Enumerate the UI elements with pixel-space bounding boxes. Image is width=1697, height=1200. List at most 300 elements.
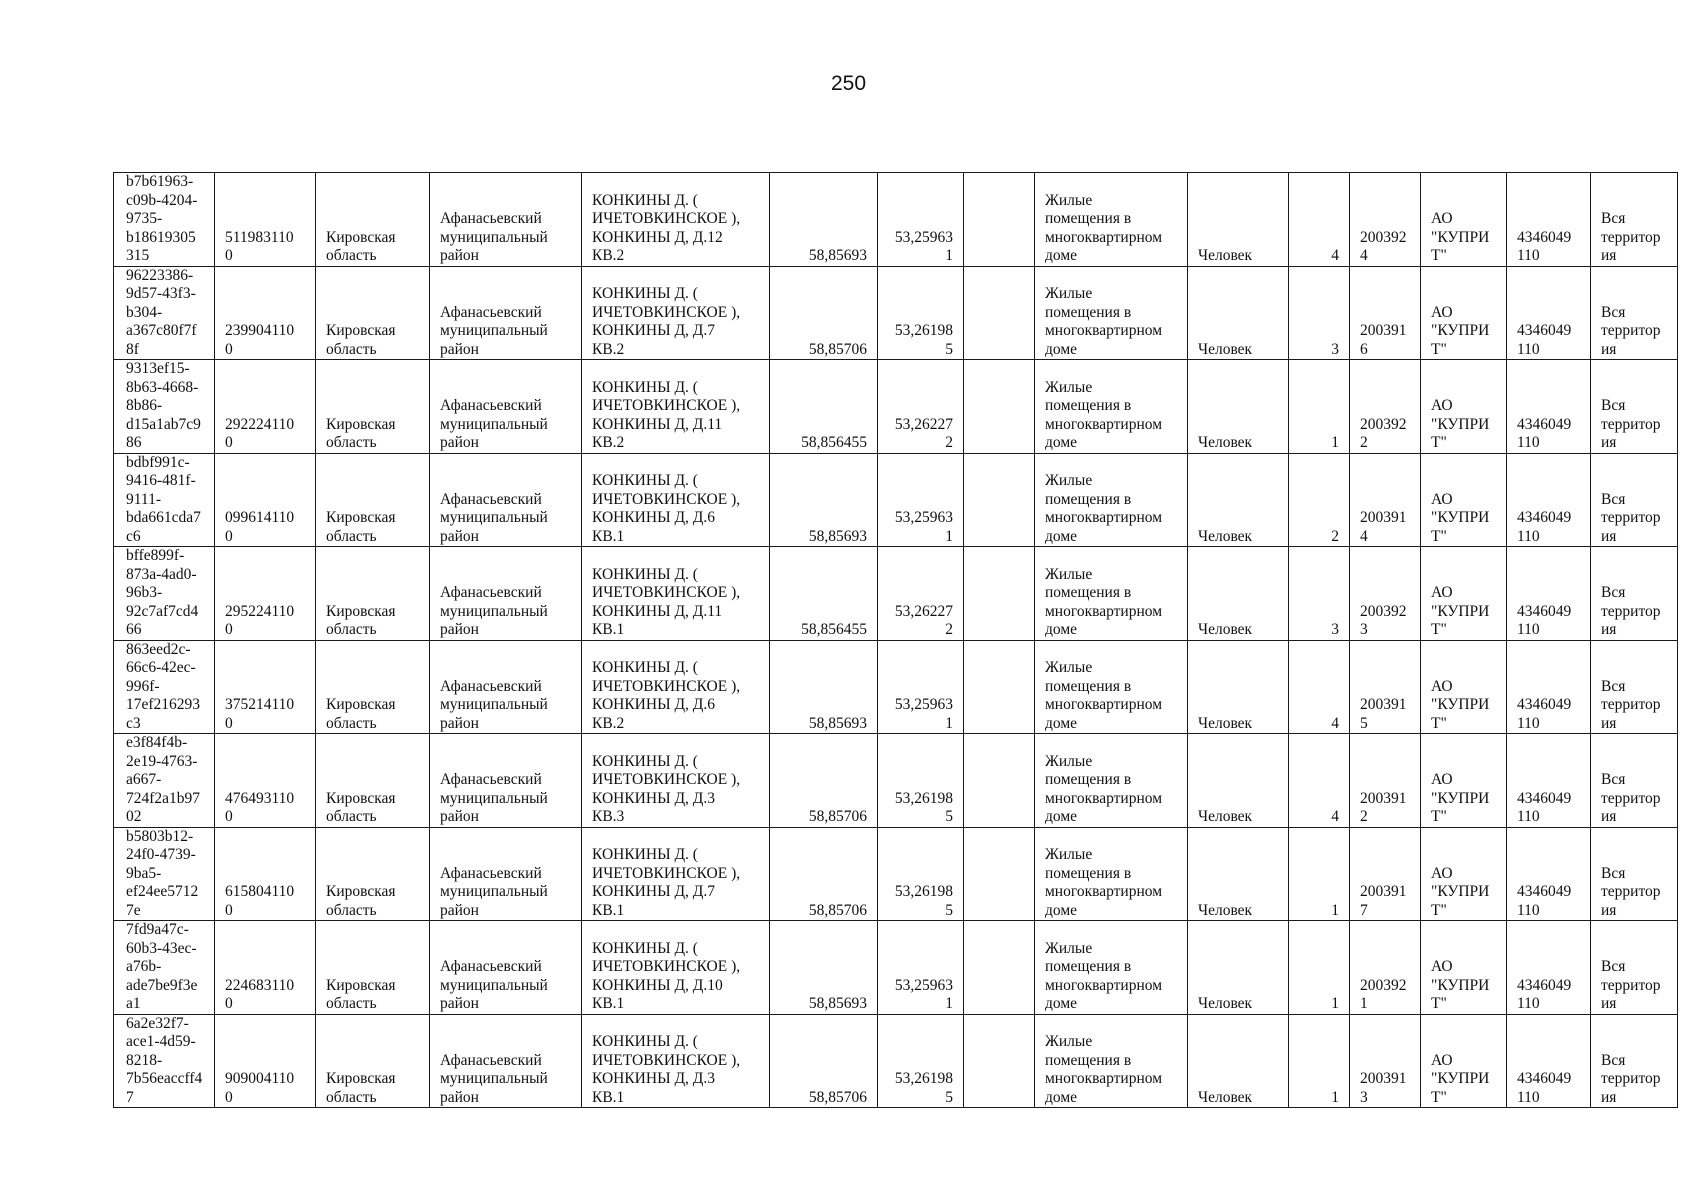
cell-id-line: 86 [126,434,142,451]
cell-premises-type-line: помещения в [1045,397,1132,414]
cell-id-line: 66c6-42ec- [126,659,196,676]
cell-count: 4 [1289,173,1350,267]
cell-longitude [878,453,964,547]
cell-latitude: 58,856455 [770,547,878,641]
cell-code2-line: 2 [1360,808,1368,825]
cell-territory-line: территор [1601,789,1661,807]
cell-count: 3 [1289,266,1350,360]
cell-region-line: Кировская [326,976,396,994]
cell-premises-type [1035,360,1188,454]
cell-latitude: 58,85706 [770,1014,878,1108]
cell-territory-line: территор [1601,415,1661,433]
cell-id-line: bda661cda7 [126,509,201,526]
cell-inn [1507,827,1591,921]
cell-unit: Человек [1188,640,1289,734]
cell-id-line: 724f2a1b97 [126,789,201,807]
cell-code-line: 0 [225,714,233,732]
cell-territory-line: территор [1601,883,1661,900]
cell-empty [964,173,1035,267]
cell-count: 4 [1289,734,1350,828]
cell-inn [1507,173,1591,267]
cell-territory-line: ия [1601,1088,1617,1106]
cell-premises-type-line: многоквартирном [1045,415,1163,433]
table-row [114,827,1678,921]
cell-territory-line: Вся [1601,210,1626,227]
cell-address-line: ИЧЕТОВКИНСКОЕ ), [592,958,741,975]
cell-id-line: 96b3- [126,584,163,601]
cell-district [430,173,582,267]
cell-premises-type [1035,921,1188,1015]
cell-territory-line: ия [1601,714,1617,732]
cell-id-line: 9111- [126,490,162,508]
cell-organization-line: АО [1431,771,1453,788]
cell-territory-line: ия [1601,621,1617,638]
cell-organization-line: АО [1431,490,1453,508]
cell-address-line: ИЧЕТОВКИНСКОЕ ), [592,771,741,788]
cell-address-line: КОНКИНЫ Д. ( [592,846,698,863]
cell-inn [1507,1014,1591,1108]
cell-id-line: 17ef216293 [126,696,201,713]
cell-premises-type-line: доме [1045,434,1078,451]
cell-inn-line: 110 [1517,527,1540,545]
cell-address-line: ИЧЕТОВКИНСКОЕ ), [592,1051,741,1069]
cell-territory-line: территор [1601,976,1661,994]
cell-inn-line: 110 [1517,340,1540,358]
cell-code2-line: 200391 [1360,1070,1407,1087]
cell-district-line: район [440,621,479,638]
cell-premises-type-line: помещения в [1045,584,1132,601]
cell-region-line: область [326,901,377,919]
cell-inn-line: 110 [1517,995,1540,1012]
cell-id-line: a667- [126,771,162,788]
table-row [114,360,1678,454]
cell-longitude [878,360,964,454]
cell-address-line: КВ.1 [592,527,625,545]
cell-region-line: область [326,995,377,1012]
cell-id-line: 9d57-43f3- [126,285,196,302]
cell-id-line: ef24ee5712 [126,883,199,900]
cell-territory [1591,453,1678,547]
cell-empty [964,921,1035,1015]
cell-id-line: 9ba5- [126,864,162,882]
cell-address-line: ИЧЕТОВКИНСКОЕ ), [592,677,741,695]
cell-code2 [1350,266,1421,360]
cell-code-line: 909004110 [225,1070,295,1087]
cell-district [430,360,582,454]
cell-premises-type-line: Жилые [1045,846,1093,863]
cell-code2-line: 200391 [1360,696,1407,713]
cell-premises-type-line: доме [1045,1088,1078,1106]
cell-region [316,360,430,454]
cell-longitude-line: 5 [945,901,953,919]
cell-territory-line: территор [1601,322,1661,339]
cell-district-line: муниципальный [440,322,548,339]
cell-latitude: 58,85693 [770,921,878,1015]
cell-district [430,734,582,828]
cell-district [430,547,582,641]
cell-longitude [878,173,964,267]
cell-organization [1421,1014,1507,1108]
cell-unit: Человек [1188,547,1289,641]
cell-empty [964,734,1035,828]
cell-premises-type-line: доме [1045,714,1078,732]
cell-premises-type-line: помещения в [1045,958,1132,975]
cell-address [582,827,770,921]
table-row [114,921,1678,1015]
cell-territory-line: территор [1601,1070,1661,1087]
cell-id-line: e3f84f4b- [126,734,188,751]
cell-inn-line: 110 [1517,714,1540,732]
cell-organization-line: "КУПРИ [1431,415,1490,433]
cell-address-line: КОНКИНЫ Д, Д.10 [592,976,723,994]
cell-code2-line: 200392 [1360,415,1407,433]
cell-code [215,547,316,641]
cell-address-line: КОНКИНЫ Д, Д.3 [592,789,715,807]
cell-longitude-line: 53,26198 [894,789,953,807]
cell-id-line: c09b-4204- [126,191,198,209]
cell-count: 1 [1289,360,1350,454]
cell-code-line: 0 [225,808,233,825]
cell-address-line: ИЧЕТОВКИНСКОЕ ), [592,397,741,414]
cell-id-line: 6a2e32f7- [126,1014,189,1032]
cell-code-line: 0 [225,1088,233,1106]
table-row [114,547,1678,641]
cell-longitude-line: 5 [945,808,953,825]
cell-code-line: 0 [225,621,233,638]
cell-address-line: КОНКИНЫ Д. ( [592,191,698,209]
cell-district-line: муниципальный [440,228,548,246]
cell-longitude-line: 53,25963 [894,696,953,713]
cell-organization-line: "КУПРИ [1431,696,1490,713]
cell-district-line: Афанасьевский [440,864,542,882]
cell-address-line: ИЧЕТОВКИНСКОЕ ), [592,210,741,227]
cell-latitude: 58,85706 [770,734,878,828]
cell-code2 [1350,1014,1421,1108]
cell-id-line: b7b61963- [126,173,194,190]
cell-unit: Человек [1188,827,1289,921]
cell-code [215,173,316,267]
cell-address-line: КОНКИНЫ Д, Д.6 [592,509,715,526]
cell-premises-type-line: Жилые [1045,285,1093,302]
cell-region-line: область [326,621,377,638]
cell-code2 [1350,173,1421,267]
cell-district-line: муниципальный [440,602,548,620]
cell-premises-type-line: Жилые [1045,378,1093,396]
cell-inn-line: 110 [1517,434,1540,451]
cell-district-line: Афанасьевский [440,958,542,975]
cell-code2-line: 2 [1360,434,1368,451]
cell-code2-line: 4 [1360,247,1368,264]
cell-unit: Человек [1188,360,1289,454]
cell-territory-line: Вся [1601,584,1626,601]
cell-territory [1591,734,1678,828]
cell-code2-line: 4 [1360,527,1368,545]
cell-code2 [1350,640,1421,734]
cell-region-line: Кировская [326,228,396,246]
cell-latitude: 58,856455 [770,360,878,454]
cell-id [114,360,215,454]
cell-district [430,921,582,1015]
cell-region-line: Кировская [326,602,396,620]
cell-district [430,827,582,921]
cell-code2 [1350,360,1421,454]
registry-table [113,172,1678,1108]
cell-id-line: a367c80f7f [126,322,197,339]
cell-code2-line: 3 [1360,621,1368,638]
cell-district-line: район [440,714,479,732]
cell-premises-type [1035,173,1188,267]
cell-territory [1591,640,1678,734]
cell-address-line: КВ.2 [592,714,625,732]
cell-address-line: КОНКИНЫ Д, Д.7 [592,883,715,900]
cell-id-line: d15a1ab7c9 [126,415,201,433]
cell-address-line: КОНКИНЫ Д, Д.3 [592,1070,715,1087]
cell-premises-type [1035,453,1188,547]
cell-district-line: район [440,340,479,358]
cell-district [430,266,582,360]
cell-premises-type-line: Жилые [1045,472,1093,489]
cell-code-line: 375214110 [225,696,295,713]
cell-region-line: область [326,1088,377,1106]
cell-territory-line: ия [1601,434,1617,451]
cell-inn-line: 4346049 [1517,509,1572,526]
cell-organization-line: Т" [1431,1088,1447,1106]
cell-premises-type-line: помещения в [1045,210,1132,227]
cell-territory-line: ия [1601,340,1617,358]
cell-code-line: 292224110 [225,415,295,433]
cell-code-line: 0 [225,247,233,264]
cell-premises-type-line: доме [1045,995,1078,1012]
cell-code [215,827,316,921]
cell-district-line: район [440,901,479,919]
cell-premises-type-line: Жилые [1045,659,1093,676]
cell-region [316,734,430,828]
cell-address-line: КОНКИНЫ Д, Д.12 [592,228,723,246]
cell-empty [964,827,1035,921]
cell-territory [1591,827,1678,921]
table-body [114,173,1678,1108]
cell-region [316,1014,430,1108]
cell-district-line: муниципальный [440,696,548,713]
cell-code-line: 511983110 [225,228,294,246]
cell-unit: Человек [1188,173,1289,267]
cell-longitude [878,547,964,641]
cell-code2-line: 5 [1360,714,1368,732]
cell-id-line: 66 [126,621,142,638]
cell-premises-type-line: многоквартирном [1045,509,1163,526]
cell-region-line: область [326,527,377,545]
cell-premises-type-line: помещения в [1045,677,1132,695]
cell-address [582,640,770,734]
cell-longitude-line: 2 [945,621,953,638]
cell-address-line: КОНКИНЫ Д. ( [592,659,698,676]
cell-region-line: Кировская [326,1070,396,1087]
cell-premises-type-line: многоквартирном [1045,696,1163,713]
cell-id-line: c6 [126,527,141,545]
cell-id-line: 60b3-43ec- [126,939,197,957]
cell-id [114,921,215,1015]
cell-code-line: 0 [225,340,233,358]
cell-count: 2 [1289,453,1350,547]
cell-district-line: муниципальный [440,883,548,900]
cell-id-line: 2e19-4763- [126,752,198,770]
cell-region [316,266,430,360]
cell-code [215,266,316,360]
cell-id-line: ade7be9f3e [126,976,198,994]
cell-id-line: 873a-4ad0- [126,565,197,583]
cell-address [582,734,770,828]
cell-organization [1421,827,1507,921]
cell-longitude [878,734,964,828]
cell-inn-line: 110 [1517,247,1540,264]
cell-address-line: КВ.3 [592,808,625,825]
cell-premises-type-line: Жилые [1045,939,1093,957]
cell-address-line: КВ.1 [592,995,625,1012]
cell-organization-line: Т" [1431,621,1447,638]
cell-id-line: 9313ef15- [126,360,190,377]
cell-region [316,453,430,547]
cell-code [215,1014,316,1108]
cell-address-line: КОНКИНЫ Д. ( [592,472,698,489]
cell-organization-line: "КУПРИ [1431,509,1490,526]
cell-unit: Человек [1188,921,1289,1015]
cell-inn-line: 110 [1517,621,1540,638]
cell-inn-line: 4346049 [1517,976,1572,994]
cell-territory-line: территор [1601,509,1661,526]
cell-region [316,173,430,267]
cell-id [114,640,215,734]
cell-territory-line: ия [1601,247,1617,264]
cell-code2 [1350,827,1421,921]
cell-inn [1507,453,1591,547]
cell-id-line: a76b- [126,958,162,975]
cell-code2-line: 200391 [1360,883,1407,900]
cell-region-line: область [326,808,377,825]
cell-district-line: Афанасьевский [440,490,542,508]
cell-premises-type-line: многоквартирном [1045,602,1163,620]
cell-longitude-line: 1 [945,995,953,1012]
cell-premises-type-line: помещения в [1045,771,1132,788]
cell-region [316,547,430,641]
cell-premises-type-line: помещения в [1045,1051,1132,1069]
cell-code2-line: 1 [1360,995,1368,1012]
cell-organization-line: Т" [1431,995,1447,1012]
cell-id-line: 8f [126,340,139,358]
cell-code [215,921,316,1015]
cell-empty [964,1014,1035,1108]
cell-territory-line: Вся [1601,677,1626,695]
cell-inn-line: 110 [1517,1088,1540,1106]
cell-organization-line: АО [1431,397,1453,414]
cell-region-line: Кировская [326,789,396,807]
cell-inn [1507,360,1591,454]
cell-id [114,1014,215,1108]
cell-premises-type [1035,734,1188,828]
cell-id-line: 02 [126,808,142,825]
cell-organization-line: Т" [1431,434,1447,451]
cell-district-line: муниципальный [440,976,548,994]
cell-premises-type [1035,266,1188,360]
cell-inn [1507,921,1591,1015]
table-row [114,640,1678,734]
table-row [114,266,1678,360]
cell-region-line: Кировская [326,322,396,339]
cell-district-line: район [440,808,479,825]
cell-territory [1591,173,1678,267]
cell-address-line: КВ.1 [592,621,625,638]
cell-id-line: bffe899f- [126,547,185,564]
cell-address [582,921,770,1015]
cell-id-line: 996f- [126,677,160,695]
cell-address-line: КОНКИНЫ Д. ( [592,752,698,770]
cell-code2-line: 200392 [1360,228,1407,246]
cell-code [215,360,316,454]
cell-territory [1591,360,1678,454]
cell-premises-type-line: доме [1045,340,1078,358]
cell-latitude: 58,85693 [770,453,878,547]
cell-count: 1 [1289,827,1350,921]
cell-id-line: 863eed2c- [126,640,191,658]
cell-longitude-line: 1 [945,527,953,545]
cell-unit: Человек [1188,453,1289,547]
cell-district-line: район [440,527,479,545]
cell-premises-type-line: доме [1045,901,1078,919]
table-row [114,1014,1678,1108]
cell-code2-line: 6 [1360,340,1368,358]
cell-organization-line: АО [1431,303,1453,321]
cell-district-line: муниципальный [440,509,548,526]
cell-premises-type-line: помещения в [1045,864,1132,882]
cell-longitude-line: 53,26198 [894,322,953,339]
cell-inn-line: 4346049 [1517,415,1572,433]
cell-longitude-line: 1 [945,247,953,264]
cell-longitude-line: 1 [945,714,953,732]
cell-id-line: 7 [126,1088,134,1106]
cell-region-line: Кировская [326,883,396,900]
cell-territory-line: ия [1601,901,1617,919]
cell-organization-line: "КУПРИ [1431,602,1490,620]
cell-longitude-line: 53,25963 [894,228,953,246]
table-row [114,453,1678,547]
cell-address-line: КВ.1 [592,1088,625,1106]
cell-premises-type-line: многоквартирном [1045,883,1163,900]
cell-organization-line: "КУПРИ [1431,322,1490,339]
cell-region-line: область [326,714,377,732]
cell-territory-line: Вся [1601,771,1626,788]
cell-premises-type-line: помещения в [1045,303,1132,321]
cell-inn [1507,734,1591,828]
cell-address-line: КВ.2 [592,340,625,358]
cell-latitude: 58,85706 [770,827,878,921]
cell-territory-line: Вся [1601,303,1626,321]
cell-id-line: 8218- [126,1051,163,1069]
cell-premises-type-line: помещения в [1045,490,1132,508]
cell-address-line: ИЧЕТОВКИНСКОЕ ), [592,864,741,882]
cell-code-line: 476493110 [225,789,295,807]
cell-district-line: Афанасьевский [440,677,542,695]
cell-organization [1421,640,1507,734]
cell-id [114,827,215,921]
cell-longitude-line: 5 [945,1088,953,1106]
cell-id [114,734,215,828]
cell-longitude [878,266,964,360]
cell-id-line: 7e [126,901,141,919]
cell-territory-line: территор [1601,228,1661,246]
cell-district [430,640,582,734]
cell-empty [964,360,1035,454]
cell-code2 [1350,921,1421,1015]
cell-territory-line: ия [1601,527,1617,545]
